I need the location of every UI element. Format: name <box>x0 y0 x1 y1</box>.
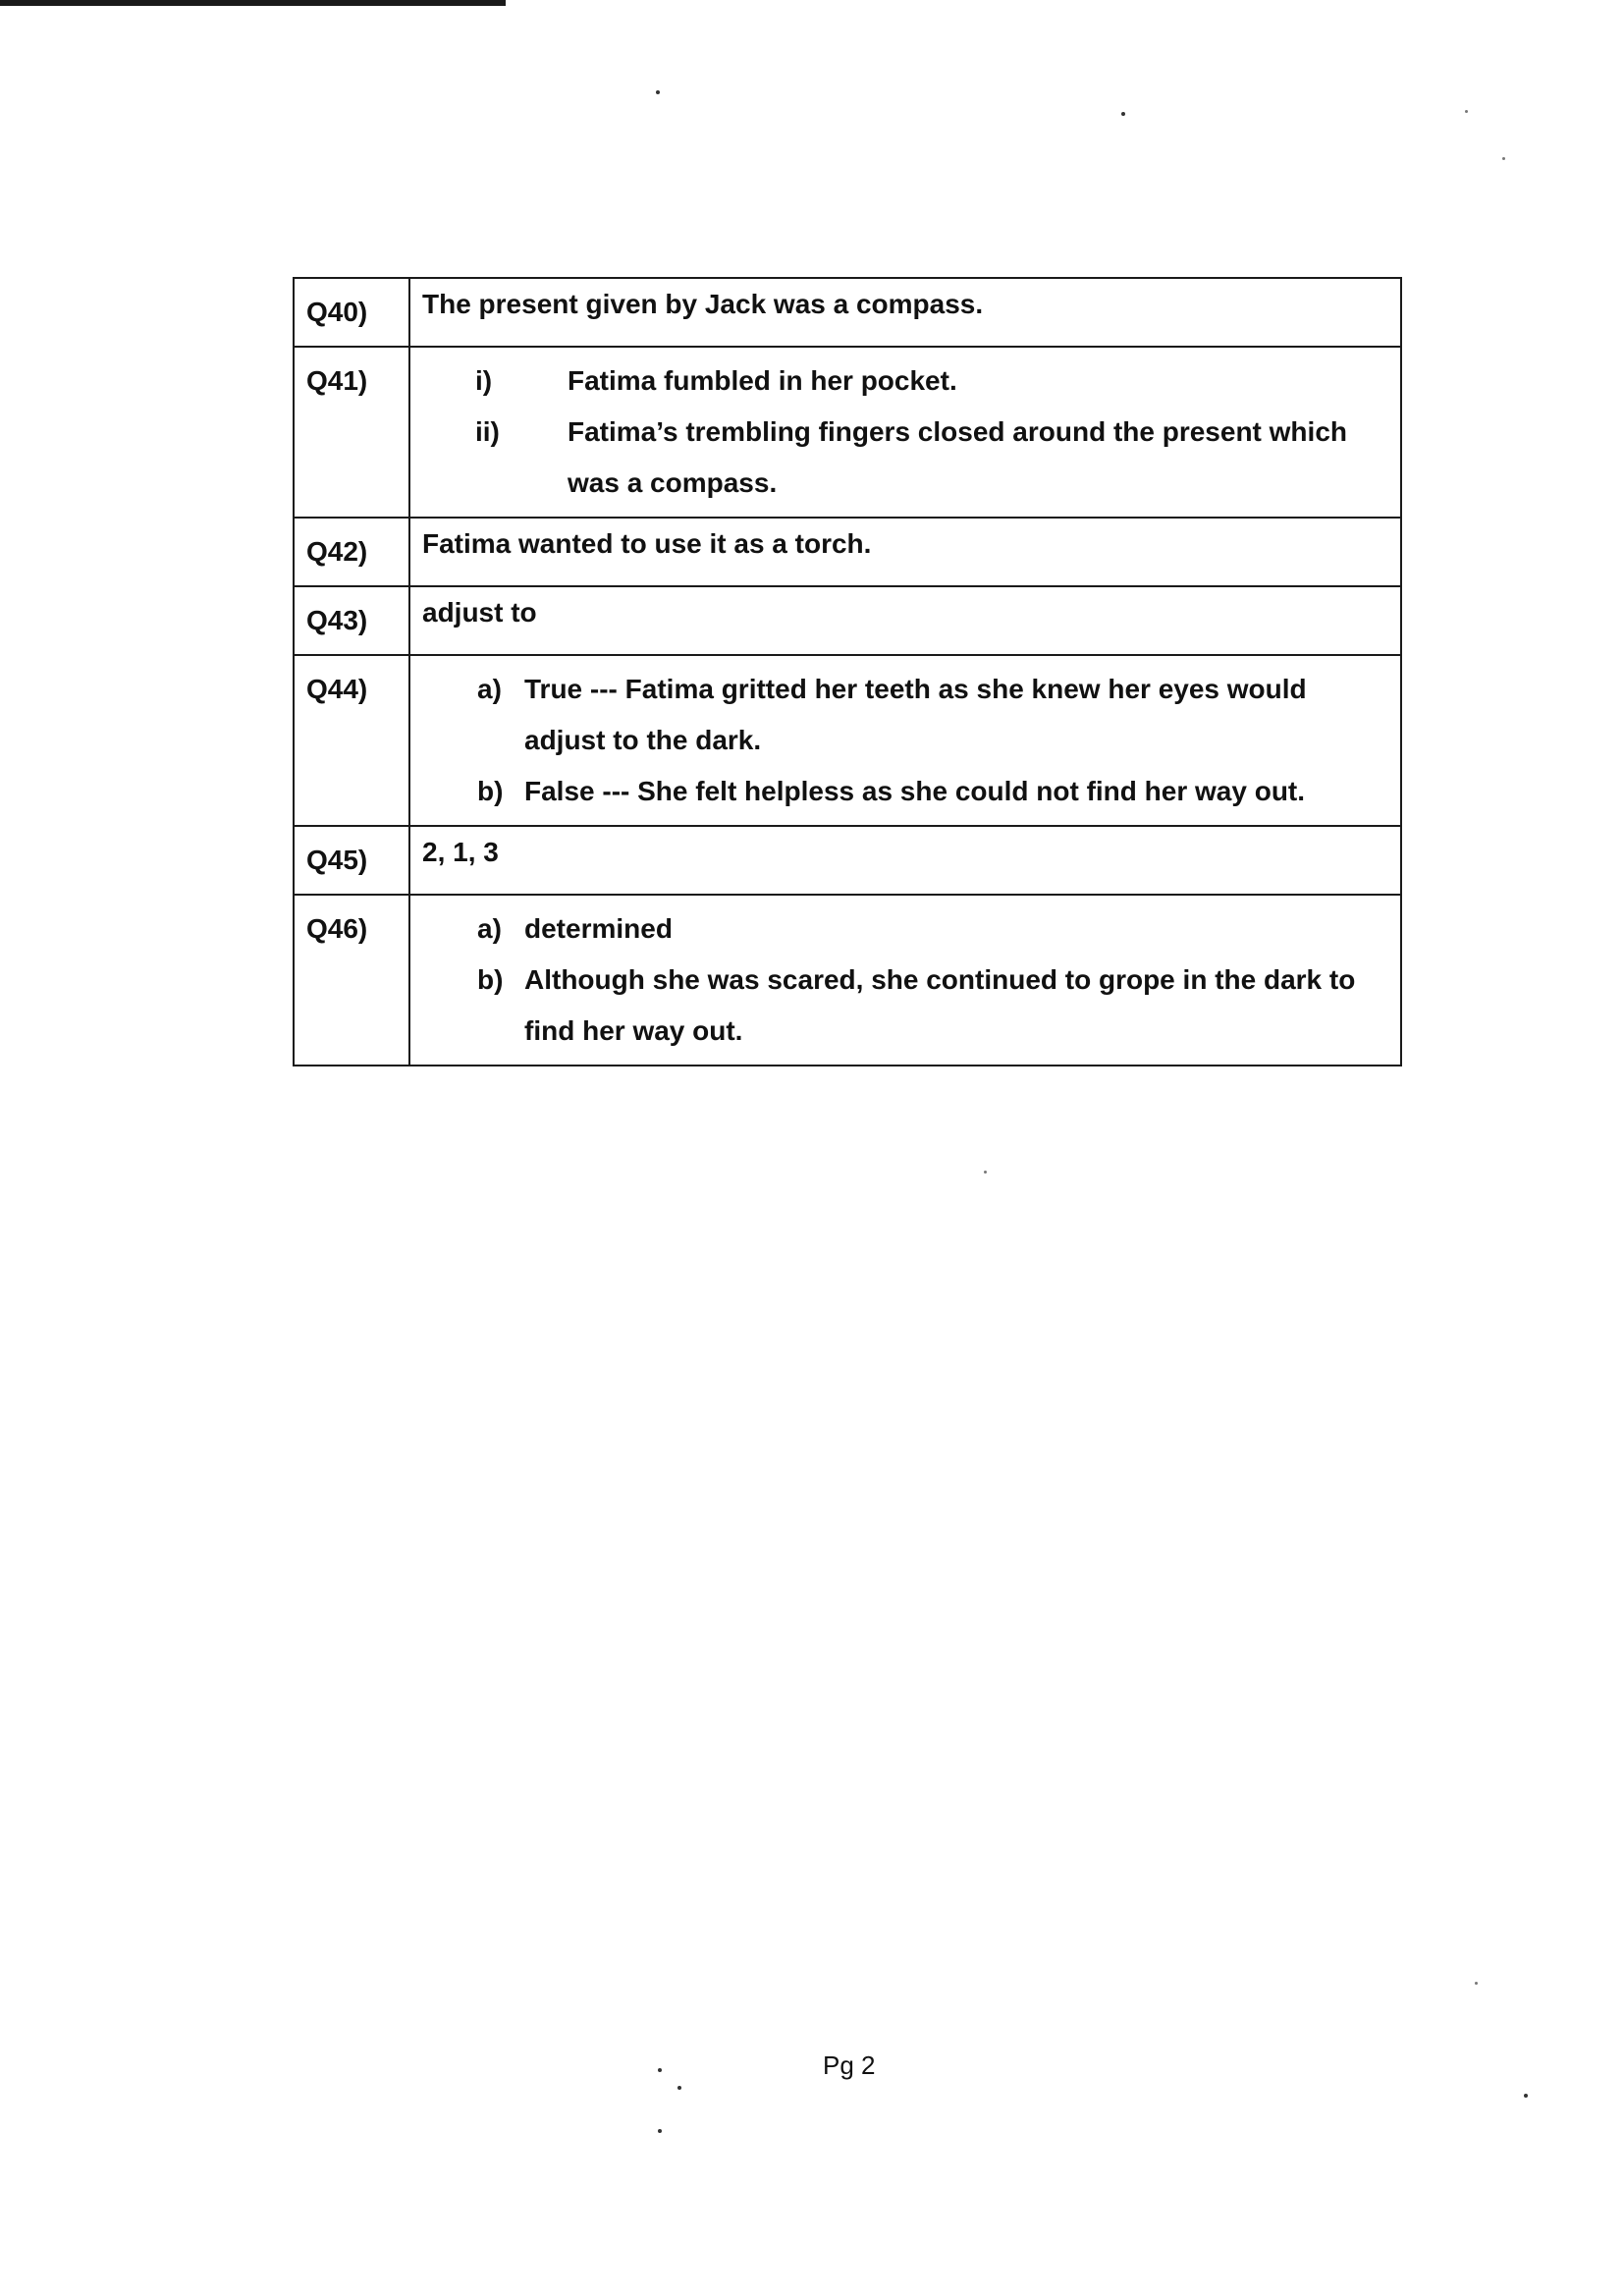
answer-cell <box>409 895 1401 1066</box>
question-number: Q40) <box>294 278 409 347</box>
table-row <box>294 347 1401 518</box>
answer-cell <box>409 518 1401 586</box>
table-row <box>294 518 1401 586</box>
question-number: Q41) <box>294 347 409 518</box>
scan-speck <box>1502 157 1505 160</box>
answer-cell <box>409 278 1401 347</box>
part-marker: a) <box>477 674 502 704</box>
question-number: Q45) <box>294 826 409 895</box>
part-marker: a) <box>477 913 502 944</box>
answer-part <box>422 903 1388 955</box>
scan-speck <box>658 2129 662 2133</box>
answer-cell <box>409 655 1401 826</box>
scan-speck <box>1524 2094 1528 2098</box>
scan-speck <box>677 2086 681 2090</box>
scan-speck <box>984 1171 987 1174</box>
answer-cell <box>409 586 1401 655</box>
table-row <box>294 655 1401 826</box>
answer-cell <box>409 826 1401 895</box>
answer-part <box>422 766 1388 817</box>
scan-speck <box>656 90 660 94</box>
part-marker: b) <box>477 964 504 995</box>
answer-key-table <box>293 277 1402 1066</box>
answer-part <box>422 407 1388 509</box>
scan-speck <box>1121 112 1125 116</box>
part-marker: b) <box>477 776 504 806</box>
answer-text: 2, 1, 3 <box>422 837 499 867</box>
part-marker: i) <box>475 365 493 396</box>
part-text: Fatima fumbled in her pocket. <box>568 365 957 396</box>
table-row <box>294 278 1401 347</box>
answer-text: Fatima wanted to use it as a torch. <box>422 528 872 559</box>
question-number: Q43) <box>294 586 409 655</box>
answer-text: The present given by Jack was a compass. <box>422 289 984 319</box>
part-text: True --- Fatima gritted her teeth as she knew her eyes would adjust to the dark. <box>524 674 1307 755</box>
table-row <box>294 895 1401 1066</box>
top-edge-rule <box>0 0 506 6</box>
scan-speck <box>658 2068 662 2072</box>
question-number: Q42) <box>294 518 409 586</box>
part-text: False --- She felt helpless as she could not find her way out. <box>524 776 1306 806</box>
part-text: determined <box>524 913 673 944</box>
part-text: Although she was scared, she continued to grope in the dark to find her way out. <box>524 964 1356 1046</box>
part-marker: ii) <box>475 416 500 447</box>
scan-speck <box>1475 1982 1478 1985</box>
part-text: Fatima’s trembling fingers closed around the present which was a compass. <box>568 416 1347 498</box>
answer-part <box>422 955 1388 1057</box>
table-row <box>294 586 1401 655</box>
answer-text: adjust to <box>422 597 537 628</box>
scan-speck <box>1465 110 1468 113</box>
question-number: Q44) <box>294 655 409 826</box>
answer-part <box>422 664 1388 766</box>
question-number: Q46) <box>294 895 409 1066</box>
answer-cell <box>409 347 1401 518</box>
table-row <box>294 826 1401 895</box>
answer-part <box>422 355 1388 407</box>
page-number: Pg 2 <box>823 2050 876 2080</box>
